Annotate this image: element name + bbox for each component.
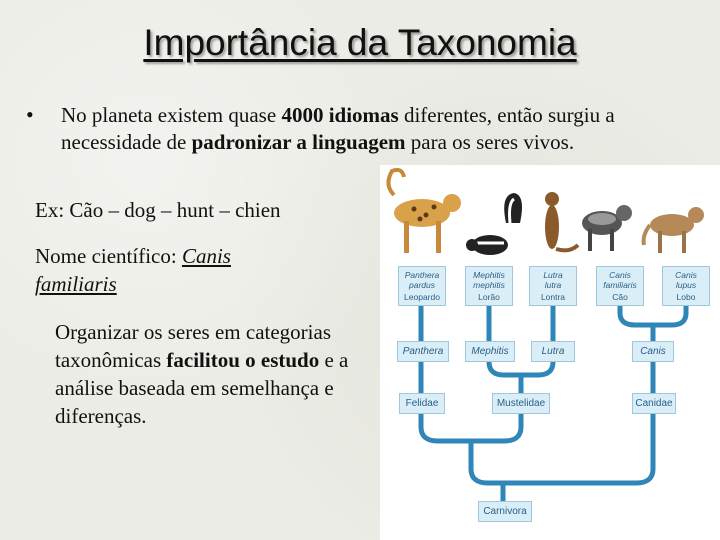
- bullet-text: [61, 102, 691, 156]
- species-line1: Mephitis: [473, 270, 505, 280]
- leopard-icon: [388, 170, 461, 253]
- species-box-canis-lupus: [662, 266, 710, 306]
- species-box-panthera-pardus: [398, 266, 446, 306]
- genus-box-lutra: Lutra: [531, 341, 575, 362]
- bullet-marker: •: [26, 102, 34, 127]
- bullet-bold-languages: 4000 idiomas: [281, 103, 399, 127]
- species-common-name: Cão: [612, 292, 628, 302]
- scientific-name-label: Nome científico:: [35, 244, 182, 268]
- organize-paragraph: [55, 318, 355, 430]
- species-line1: Lutra: [543, 270, 563, 280]
- animal-illustrations: [380, 165, 720, 260]
- genus-box-mephitis: Mephitis: [465, 341, 515, 362]
- species-line2: lutra: [544, 280, 562, 290]
- species-common-name: Lorão: [478, 292, 500, 302]
- species-line2: pardus: [409, 280, 435, 290]
- bullet-bold-standardize: padronizar a linguagem: [191, 130, 406, 154]
- family-box-felidae: Felidae: [399, 393, 445, 414]
- species-common-name: Lobo: [676, 292, 696, 302]
- otter-icon: [545, 192, 578, 250]
- organize-text-part: Organizar os seres em categorias taxonômicas: [55, 320, 331, 372]
- organize-bold: facilitou o estudo: [166, 348, 320, 372]
- order-box-carnivora: Carnivora: [478, 501, 532, 522]
- species-box-mephitis-mephitis: [465, 266, 513, 306]
- species-common-name: Lontra: [540, 292, 566, 302]
- scientific-name-genus: Canis: [181, 244, 231, 268]
- species-line1: Canis: [609, 270, 631, 280]
- genus-box-canis: Canis: [632, 341, 674, 362]
- species-common-name: Leopardo: [404, 292, 440, 302]
- dog-icon: [582, 205, 632, 251]
- species-line1: Panthera: [404, 270, 440, 280]
- scientific-name-species: familiaris: [35, 272, 117, 296]
- bullet-text-part: No planeta existem quase: [61, 103, 282, 127]
- species-box-canis-familiaris: [596, 266, 644, 306]
- wolf-icon: [644, 207, 704, 253]
- bullet-text-part: para os seres vivos.: [405, 130, 575, 154]
- species-line1: Canis: [675, 270, 697, 280]
- organize-text-part: e a análise baseada em semelhança e diferenças.: [55, 348, 349, 428]
- species-box-lutra-lutra: [529, 266, 577, 306]
- species-line2: mephitis: [473, 280, 505, 290]
- skunk-icon: [466, 193, 522, 255]
- bullet-text-part: diferentes, então surgiu a necessidade de: [61, 103, 615, 154]
- scientific-name-line: [35, 242, 231, 298]
- species-line2: lupus: [675, 280, 697, 290]
- family-box-canidae: Canidae: [632, 393, 676, 414]
- slide-title: Importância da Taxonomia: [143, 22, 577, 63]
- genus-box-panthera: Panthera: [397, 341, 449, 362]
- example-line: Ex: Cão – dog – hunt – chien: [35, 198, 281, 222]
- family-box-mustelidae: Mustelidae: [492, 393, 550, 414]
- species-line2: familiaris: [603, 280, 637, 290]
